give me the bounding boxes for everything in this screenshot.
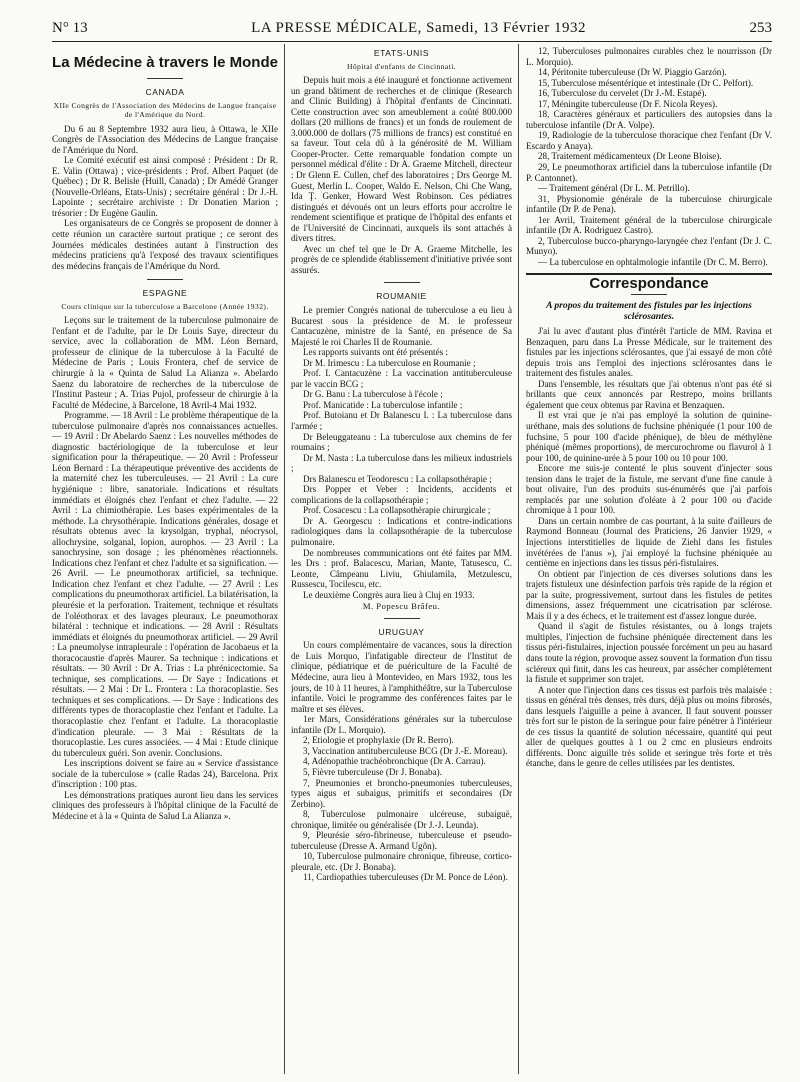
list-item: Prof. I. Cantacuzène : La vaccination antituberculeuse par le vaccin BCG ; bbox=[291, 368, 512, 389]
divider bbox=[631, 294, 667, 295]
paragraph: Dans l'ensemble, les résultats que j'ai obtenus n'ont pas été si brillants que ceux annoncés par Restrepo, moins brillants également que ceux obtenus par Ravina et Benzaquen. bbox=[526, 378, 772, 410]
list-item: — Traitement général (Dr L. M. Petrillo). bbox=[538, 183, 690, 194]
section-title: La Médecine à travers le Monde bbox=[52, 54, 278, 71]
column-2 bbox=[291, 46, 512, 1074]
heading-canada: CANADA bbox=[145, 87, 185, 97]
list-item: 28, Traitement médicamenteux (Dr Leone Bloise). bbox=[538, 151, 722, 162]
correspondance-title: Correspondance bbox=[589, 275, 709, 293]
list-item: 31, Physionomie générale de la tuberculose chirurgicale infantile (Dr P. de Pena). bbox=[526, 193, 772, 215]
list-item: 12, Tuberculoses pulmonaires curables chez le nourrisson (Dr L. Morquio). bbox=[526, 46, 772, 67]
journal-title: LA PRESSE MÉDICALE, Samedi, 13 Février 1932 bbox=[251, 20, 586, 36]
list-item: 16, Tuberculose du cervelet (Dr J.-M. Estapé). bbox=[538, 88, 707, 99]
paragraph: Les organisateurs de ce Congrès se proposent de donner à cette réunion un caractère surtout pratique ; ce seront des Journées médicales destinées autant à l'instruction des médecins praticiens qu'à l'exposé des travaux scientifiques des médecins français de l'Amérique du Nord. bbox=[52, 218, 278, 271]
paragraph: Le deuxième Congrès aura lieu à Cluj en 1933. bbox=[303, 589, 475, 600]
list-item: 15, Tuberculose mésentérique et intestinale (Dr C. Pelfort). bbox=[538, 77, 754, 88]
list-item: Dr G. Banu : La tuberculose à l'école ; bbox=[303, 389, 443, 400]
issue-number: N° 13 bbox=[52, 20, 88, 36]
list-item: 10, Tuberculose pulmonaire chronique, fibreuse, cortico-pleurale, etc. (Dr J. Bonaba). bbox=[291, 851, 512, 872]
uruguay-program-list bbox=[291, 714, 512, 883]
paragraph: Les inscriptions doivent se faire au « Service d'assistance sociale de la tuberculose » (calle Radas 24), Barcelona. Prix d'inscription : 100 ptas. bbox=[52, 758, 278, 790]
paragraph: Du 6 au 8 Septembre 1932 aura lieu, à Ottawa, le XIIe Congrès de l'Association des Médecins de Langue française de l'Amérique du Nord. bbox=[52, 123, 278, 155]
divider bbox=[147, 279, 183, 280]
paragraph: Encore me suis-je contenté le plus souvent d'injecter sous tension dans le trajet de la fistule, me servant d'une fine canule à bout olivaire, l'un des produits sus-énumérés que j'ai parfois remplacés par une solution d'oléate à 2 pour 100 ou d'acide chromique à 1 pour 100. bbox=[526, 463, 772, 516]
paragraph: J'ai lu avec d'autant plus d'intérêt l'article de MM. Ravina et Benzaquen, paru dans La Presse Médicale, sur le traitement des fistules par les injections sclérosantes, que j'ai essayé de mon côté depuis trois ans l'emploi des injections sclérosantes dans le traitement des fistules anales. bbox=[526, 326, 772, 379]
list-item: — La tuberculose en ophtalmologie infantile (Dr C. M. Berro). bbox=[538, 256, 768, 267]
paragraph: On obtient par l'injection de ces diverses solutions dans les trajets fistuleux une désinfection parfois très rapide de la région et par la suite, progressivement, surtout dans les fistules de petites dimensions, assez fréquemment une cicatrisation par sclérose. Mais il y a des échecs, et le traitement est d'assez longue durée. bbox=[526, 568, 772, 621]
column-divider-1 bbox=[284, 44, 285, 1074]
paragraph: Dans un certain nombre de cas pourtant, à la suite d'ailleurs de Raymond Bonneau (Journal des Praticiens, 26 Janvier 1929, « Injections interstitielles de liquide de Ziehl dans les fistules invétérées de l'anus »), j'ai employé la fuchsine phéniquée au centième en injections dans les tissus péri-fistulaires. bbox=[526, 515, 772, 569]
list-item: 2, Tuberculose bucco-pharyngo-laryngée chez l'enfant (Dr J. C. Munyo). bbox=[526, 235, 772, 257]
subheading-espagne: Cours clinique sur la tuberculose a Barcelone (Année 1932). bbox=[61, 301, 269, 311]
column-3 bbox=[526, 46, 772, 1074]
list-item: 8, Tuberculose pulmonaire ulcéreuse, subaiguë, chronique, limitée ou généralisée (Dr J.-J. Leunda). bbox=[291, 809, 512, 830]
paragraph: Avec un chef tel que le Dr A. Graeme Mitchelle, les progrès de ce splendide établissement d'initiative privée sont assurés. bbox=[291, 243, 512, 275]
paragraph: Les démonstrations pratiques auront lieu dans les services cliniques des professeurs à l'hôpital clinique de la Faculté de Médecine et à la « Quinta de Salud La Alianza ». bbox=[52, 789, 278, 821]
heading-etats-unis: ETATS-UNIS bbox=[373, 48, 430, 58]
list-item: 11, Cardiopathies tuberculeuses (Dr M. Ponce de Léon). bbox=[303, 872, 508, 883]
roumanie-report-list bbox=[291, 358, 512, 548]
paragraph: Leçons sur le traitement de la tuberculose pulmonaire de l'enfant et de l'adulte, par le Dr Louis Saye, directeur du service, avec la collaboration de MM. Léon Bernard, professeur de clinique de la tuberculose à la Faculté de Médecine de Paris ; Louis Frontera, chef de service de chirurgie à la « Quinta de Salud La Alianza ». Abelardo Saenz du laboratoire de recherches de la tuberculose de l'Institut Pasteur ; A. Trias Pujol, professeur de chirurgie à la Faculté de Médecine, à Barcelone, 18 Avril-4 Mai 1932. bbox=[52, 315, 278, 410]
divider bbox=[384, 618, 420, 619]
list-item: 2, Etiologie et prophylaxie (Dr R. Berro). bbox=[303, 735, 454, 746]
list-item: 7, Pneumonies et broncho-pneumonies tuberculeuses, types aigus et subaigus, primitifs et secondaires (Dr Zerbino). bbox=[291, 777, 512, 809]
paragraph: De nombreuses communications ont été faites par MM. les Drs : prof. Balacescu, Marian, Mante, Tatusescu, C. Leonte, Câmpeanu Liviu, Ghiulamila, Metzulescu, Russescu, Tocilescu, etc. bbox=[291, 547, 512, 590]
paragraph: Depuis huit mois a été inauguré et fonctionne activement un grand bâtiment de recherches et de clinique (Research and Clinic Building) à l'hôpital d'enfants de Cincinnati. Cette construction avec son ameublement a coûté 800.000 dollars (20 millions de francs) et un fonds de roulement de 3.000.000 de dollars (75 millions de francs) est constitué en sa faveur. Tout cela dû à la générosité de M. William Cooper-Procter. Cette remarquable fondation compte un personnel médical d'élite : Dr A. Graeme Mitchell, directeur : Dr Glenn E. Cullen, chef des laboratoires ; Drs George M. Guest, Merlin L. Cooper, Waldo E. Nelson, Chi Che Wang, Ida Ţ. Genker, Howard West Robinson. Ces pédiatres distingués et dévoués ont un leurs efforts pour accroître le rendement scientifique et pratique de l'hôpital des enfants et de l'Université de Cincinnati, auxquels ils sont attachés à divers titres. bbox=[291, 75, 512, 244]
list-item: Dr M. Nasta : La tuberculose dans les milieux industriels ; bbox=[291, 452, 512, 474]
column-divider-2 bbox=[518, 44, 519, 1074]
list-item: 14, Péritonite tuberculeuse (Dr W. Piaggio Garzón). bbox=[538, 67, 727, 78]
subheading-canada: XIIe Congrès de l'Association des Médecins de Langue française de l'Amérique du Nord. bbox=[53, 100, 277, 120]
list-item: Drs Popper et Veber : Incidents, accidents et complications de la collapsothérapie ; bbox=[291, 484, 512, 505]
list-item: Drs Balanescu et Teodorescu : La collapsothérapie ; bbox=[303, 473, 492, 484]
heading-espagne: ESPAGNE bbox=[142, 288, 188, 299]
list-item: 3, Vaccination antituberculeuse BCG (Dr J.-E. Moreau). bbox=[303, 745, 508, 756]
paragraph: Quand il s'agit de fistules résistantes, ou à longs trajets multiples, l'injection de fuchsine phéniquée directement dans les tissus péri-fistulaires, injection poussée forcément un peu au hasard dans toute la région, provoque assez souvent la formation d'un tissu scléreux qui finit, dans les cas heureux, par assécher complètement la fistule et supprimer son trajet. bbox=[526, 621, 772, 685]
list-item: 29, Le pneumothorax artificiel dans la tuberculose infantile (Dr P. Cantonnet). bbox=[526, 162, 772, 183]
list-item: Dr M. Irimescu : La tuberculose en Roumanie ; bbox=[303, 357, 476, 368]
column-1 bbox=[52, 46, 278, 1074]
list-item: 17, Méningite tuberculeuse (Dr F. Nicola Reyes). bbox=[538, 98, 718, 109]
correspondance-subtitle: A propos du traitement des fistules par les injections sclérosantes. bbox=[546, 300, 752, 323]
list-item: Prof. Butoianu et Dr Balanescu I. : La tuberculose dans l'armée ; bbox=[291, 410, 512, 431]
list-item: 19, Radiologie de la tuberculose thoracique chez l'enfant (Dr V. Escardo y Anaya). bbox=[526, 130, 772, 151]
heading-uruguay: URUGUAY bbox=[378, 626, 425, 637]
header-rule bbox=[52, 41, 772, 42]
list-item: 5, Fièvre tuberculeuse (Dr J. Bonaba). bbox=[303, 766, 442, 777]
list-item: 18, Caractères généraux et particuliers des autopsies dans la tuberculose infantile (Dr A. Volpe). bbox=[526, 109, 772, 130]
list-item: 1er Avril, Traitement général de la tuberculose chirurgicale infantile (Dr A. Rodriguez Castro). bbox=[526, 214, 772, 236]
paragraph: Les rapports suivants ont été présentés : bbox=[303, 347, 448, 358]
list-item: Dr Beleuggateanu : La tuberculose aux chemins de fer roumains ; bbox=[291, 431, 512, 453]
page-header bbox=[52, 20, 772, 38]
signature: M. Popescu Brâfeu. bbox=[362, 601, 441, 612]
list-item: 1er Mars, Considérations générales sur la tuberculose infantile (Dr L. Morquio). bbox=[291, 714, 512, 735]
list-item: Prof. Cosacescu : La collapsothérapie chirurgicale ; bbox=[303, 505, 491, 516]
paragraph: Il est vrai que je n'ai pas employé la solution de quinine-uréthane, mais des solutions de fuchsine phéniquée (1 pour 100 de fuchsine, 5 pour 100 d'acide phénique), de bleu de méthylène phéniqué (mêmes proportions), de mercurochrome ou flavurol à 1 pour 100, de quinine-urée à 5 pour 100 ou 10 pour 100. bbox=[526, 410, 772, 463]
list-item: 4, Adénopathie trachéobronchique (Dr A. Carrau). bbox=[303, 756, 486, 767]
paragraph: Programme. — 18 Avril : Le problème thérapeutique de la tuberculose pulmonaire d'après nos connaissances actuelles. — 19 Avril : Dr Abelardo Saenz : Les nouvelles méthodes de diagnostic bactériologique de la tuberculose et leur signification pour la thérapeutique. — 20 Avril : Professeur Léon Bernard : La thérapeutique préventive des accidents de la maternité chez les tuberculeuses. — 21 Avril : La cure hygiénique : libre, sanatoriale. Indications et résultats immédiats et éloignés chez l'enfant et chez l'adulte. — 22 Avril : La chimiothérapie. Les bases expérimentales de la méthode. La chrysothérapie. Indications générales, dosage et résultats obtenus avec la krysolgan, tryphal, néocrysol, allochrysine, solganal, lopion, aurophos. — 23 Avril : La sanochrysine, son dosage ; les phénomènes réactionnels. Indications chez l'enfant et chez l'adulte et sa signification. — 26 Avril. — Le pneumothorax artificiel, sa technique. Indication chez l'enfant et chez l'adulte. — 27 Avril : Les complications du pneumothorax artificiel. La bilatérisation, la pleurésie et la perforation. Traitement, technique et résultats de l'oléothorax et des lavages pleuraux. Le pneumothorax bilatéral : technique et indications. — 28 Avril : Résultats immédiats et éloignés du pneumothorax artificiel. — 29 Avril : La pneumolyse intrapleurale : l'opération de Jacobaeus et la thoracocaustie d'après Maurer. Sa technique : indications et résultats. — 30 Avril : Dr A. Trias : La phrénicectomie. Sa technique, ses complications. — Dr Saye : Indications et résultats. — 2 Mai : Dr L. Frontera : La thoracoplastie. Ses techniques et ses complications. — Dr Saye : Indications des différents types de thoracoplastie chez l'enfant et l'adulte. La thoracoplastie chez l'enfant et l'adulte. La thoracoplastie d'indication pleurale. — 3 Mai : Résultats de la thoracoplastie. Les cures associées. — 4 Mai : Etude clinique du tuberculeux guéri. Son avenir. Conclusions. bbox=[52, 410, 278, 758]
list-item: Prof. Manicatide : La tuberculose infantile ; bbox=[303, 399, 463, 410]
paragraph: Le Comité exécutif est ainsi composé : Président : Dr R. E. Valin (Ottawa) ; vice-présidents : Prof. Albert Paquet (de Québec) ; Dr R. Belisle (Huill, Canada) ; Dr Amédé Granger (Nouvelle-Orléans, Etats-Unis) ; secrétaire général : Dr J.-H. Lapointe ; secrétaire archiviste : Dr Donatien Marion ; trésorier : Dr Eugène Gaulin. bbox=[52, 155, 278, 218]
divider bbox=[147, 78, 183, 79]
subheading-etats-unis: Hôpital d'enfants de Cincinnati. bbox=[346, 61, 457, 71]
list-item: Dr A. Georgescu : Indications et contre-indications radiologiques dans la collapsothérapie de la tuberculose pulmonaire. bbox=[291, 515, 512, 548]
page-number: 253 bbox=[749, 20, 772, 36]
uruguay-program-continued bbox=[526, 46, 772, 267]
paragraph: Le premier Congrès national de tuberculose a eu lieu à Bucarest sous la présidence de M. le professeur Cantacuzène, ministre de la Santé, en présence de Sa Majesté le roi Charles II de Roumanie. bbox=[291, 304, 512, 347]
paragraph: Un cours complémentaire de vacances, sous la direction de Luis Morquo, l'infatigable directeur de l'Institut de clinique, pédiatrique et de puériculture de la Faculté de Médecine, aura lieu à Montevideo, en Mars 1932, tous les jours, de 10 à 11 heures, à l'amphithéâtre, sur la Tuberculose infantile. Voici le programme des conférences faites par le maître et ses élèves. bbox=[291, 640, 512, 714]
list-item: 9, Pleurésie séro-fibrineuse, tuberculeuse et pseudo-tuberculeuse (Dresse A. Armand Ugôn). bbox=[291, 830, 512, 851]
divider bbox=[384, 282, 420, 283]
paragraph: A noter que l'injection dans ces tissus est parfois très malaisée : tissus en général très denses, très durs, déjà plus ou moins fibrosés, dans lesquels l'aiguille a peine à avancer. Il faut souvent pousser très fort sur le piston de la seringue pour faire pénétrer à l'intérieur de ces tissus la quantité de solution nécessaire, quantité qui peut aller de quelques gouttes à 1 ou 2 cmc en plusieurs endroits différents. Donc aiguille très solide et seringue très forte et très étanche, dans le genre de celles utilisées par les dentistes. bbox=[526, 684, 772, 769]
heading-roumanie: ROUMANIE bbox=[376, 291, 427, 302]
